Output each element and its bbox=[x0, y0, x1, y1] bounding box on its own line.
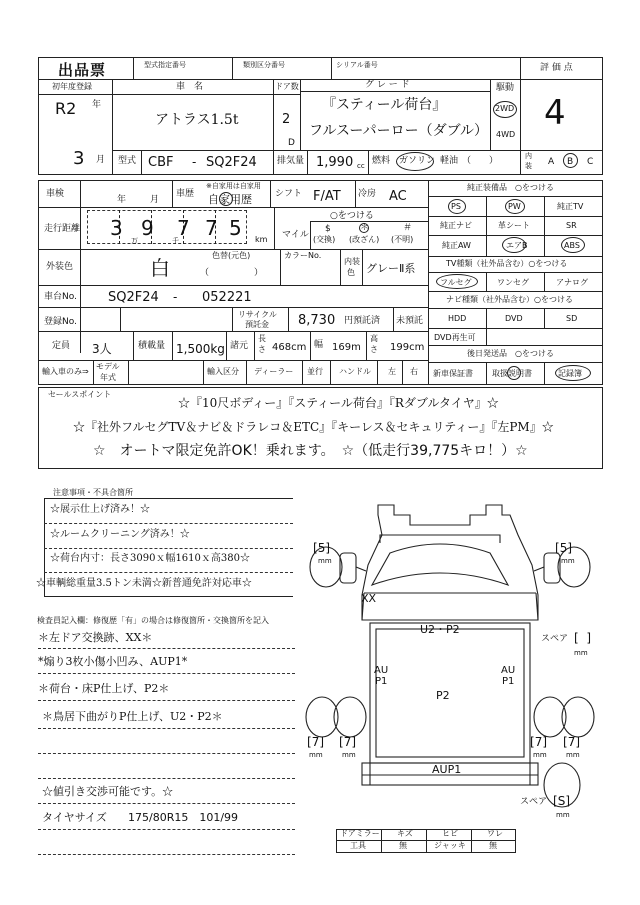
interior-grade-a: A bbox=[548, 157, 555, 167]
tv-oneseg: ワンセグ bbox=[497, 278, 529, 287]
equip-ps: PS bbox=[451, 202, 461, 211]
reg-era: R2 bbox=[55, 99, 77, 118]
interior-grade-label2: 装 bbox=[525, 162, 532, 170]
recycle-label2: 預託金 bbox=[245, 320, 269, 329]
exterior-paren: （ ） bbox=[200, 268, 264, 278]
doors-sub: D bbox=[288, 138, 295, 148]
navi-dvd: DVD bbox=[505, 314, 523, 323]
mile-star: ＊ bbox=[360, 223, 370, 233]
mile-label: マイル bbox=[282, 230, 309, 240]
inspector-line5: ☆値引き交渉可能です。☆ bbox=[42, 785, 174, 798]
sales-point-line3: ☆ オートマ限定免許OK！乗れます。 ☆（低走行39,775キロ！）☆ bbox=[93, 443, 528, 459]
class-code-label: 類別区分番号 bbox=[243, 61, 285, 69]
damage-p2: P2 bbox=[436, 689, 450, 702]
tread-fl: [5] bbox=[313, 541, 331, 555]
grade-line2: フルスーパーロー（ダブル） bbox=[309, 123, 489, 139]
mileage-digit-3: 7 bbox=[177, 216, 190, 240]
dims-label: 諸元 bbox=[230, 341, 249, 351]
equip-sr: SR bbox=[566, 221, 577, 230]
dims-len-label2: さ bbox=[258, 345, 266, 354]
mileage-digit-2: 9 bbox=[141, 216, 154, 240]
damage-aup1-bottom: AUP1 bbox=[432, 763, 462, 776]
drive-4wd: 4WD bbox=[496, 130, 516, 139]
damage-xx: XX bbox=[361, 592, 377, 605]
dims-hei-label1: 高 bbox=[370, 334, 378, 343]
model-year-label1: モデル bbox=[96, 362, 120, 371]
type-code-label: 型式指定番号 bbox=[144, 61, 186, 69]
recycle-value: 8,730 bbox=[298, 313, 336, 328]
handle-left: 左 bbox=[388, 367, 396, 376]
tread-rr2: [7] bbox=[563, 735, 581, 749]
mileage-digit-1: 3 bbox=[110, 216, 123, 240]
history-value: 自家用歴 bbox=[208, 193, 252, 206]
load-label: 積載量 bbox=[138, 341, 166, 351]
sales-point-line1: ☆『10尺ボディー』『スティール荷台』『Rダブルタイヤ』☆ bbox=[178, 396, 499, 410]
reg-month-unit: 月 bbox=[96, 155, 106, 165]
recycle-label1: リサイクル bbox=[238, 310, 277, 319]
capacity-label: 定員 bbox=[52, 341, 71, 351]
grade-label: グ レ ー ド bbox=[365, 80, 410, 90]
acc-header-break: ワレ bbox=[487, 829, 503, 838]
tv-fullseg-circle bbox=[436, 274, 478, 289]
inspector-label: 検査員記入欄：修復歴「有」の場合は修復箇所・交換箇所を記入 bbox=[37, 616, 269, 625]
shift-label: シフト bbox=[275, 189, 303, 199]
chassis-model: SQ2F24 bbox=[108, 290, 159, 305]
model-dash: - bbox=[192, 155, 197, 169]
tread-fr-unit: mm bbox=[561, 557, 575, 565]
mileage-label: 走行距離 bbox=[44, 224, 81, 234]
delivery-records-circle bbox=[555, 365, 591, 381]
grade-line1: 『スティール荷台』 bbox=[322, 97, 447, 113]
mileage-digit-5: 5 bbox=[229, 216, 242, 240]
exterior-value: 白 bbox=[150, 256, 170, 280]
exterior-color-label: 色替(元色) bbox=[212, 251, 251, 260]
mileage-unit: km bbox=[255, 235, 268, 244]
model-year-label2: 年式 bbox=[100, 373, 116, 382]
shift-value: F/AT bbox=[313, 189, 341, 204]
sales-point-line2: ☆『社外フルセグTV＆ナビ＆ドラレコ＆ETC』『キーレス＆セキュリティー』『左PM』☆ bbox=[73, 420, 554, 434]
acc-header-scratch: キズ bbox=[397, 829, 413, 838]
damage-aup1-right-1: AU bbox=[501, 665, 516, 676]
mile-dollar-sub: (交換) bbox=[313, 235, 336, 244]
inspector-line3: ＊荷台・床P仕上げ、P2＊ bbox=[38, 682, 170, 695]
car-name-value: アトラス1.5t bbox=[155, 112, 239, 128]
model-value: SQ2F24 bbox=[206, 155, 257, 170]
load-value: 1,500kg bbox=[176, 342, 225, 356]
displacement-unit: cc bbox=[357, 162, 365, 170]
fuel-gasoline: ガソリン bbox=[399, 156, 436, 166]
acc-jack: ジャッキ bbox=[434, 841, 466, 850]
navi-title: ナビ種類（社外品含む）○をつける bbox=[446, 295, 573, 304]
mark-label: ○をつける bbox=[330, 211, 374, 221]
displacement-value: 1,990 bbox=[316, 155, 354, 170]
acc-jack-value: 無 bbox=[489, 841, 497, 850]
tread-rl2: [7] bbox=[339, 735, 357, 749]
mileage-digit-4: 7 bbox=[205, 216, 218, 240]
spare-front-unit: mm bbox=[574, 649, 588, 657]
note-line2: ☆ルームクリーニング済み！☆ bbox=[50, 529, 190, 540]
car-name-label: 車 名 bbox=[176, 82, 204, 92]
color-no-label: カラーNo. bbox=[284, 251, 322, 260]
inspector-line2: *煽り3枚小傷小凹み、AUP1* bbox=[38, 655, 188, 668]
chassis-number: 052221 bbox=[202, 290, 252, 305]
tread-rr2-unit: mm bbox=[566, 751, 580, 759]
tread-rl1-unit: mm bbox=[309, 751, 323, 759]
displacement-label: 排気量 bbox=[277, 156, 305, 166]
delivery-records: 記録簿 bbox=[558, 369, 582, 378]
ac-value: AC bbox=[389, 189, 407, 204]
tread-fr: [5] bbox=[555, 541, 573, 555]
equip-navi: 純正ナビ bbox=[440, 221, 472, 230]
history-note: ※自家用は自家用 bbox=[206, 182, 261, 190]
equip-leather: 革シート bbox=[498, 221, 530, 230]
handle-right: 右 bbox=[410, 367, 418, 376]
navi-sd: SD bbox=[566, 314, 578, 323]
dims-wid: 169m bbox=[332, 342, 361, 353]
fuel-diesel: 軽油 bbox=[440, 156, 459, 166]
tire-size-value: 175/80R15 101/99 bbox=[128, 811, 239, 824]
doors-value: 2 bbox=[282, 112, 291, 127]
spare-rear: [S] bbox=[553, 794, 570, 808]
dims-wid-label: 幅 bbox=[314, 340, 324, 350]
tread-rr1: [7] bbox=[530, 735, 548, 749]
interior-color-value: グレーⅡ系 bbox=[366, 262, 416, 275]
fuel-label: 燃料 bbox=[372, 156, 391, 166]
spare-rear-unit: mm bbox=[556, 811, 570, 819]
acc-header-mirror: ドアミラー bbox=[340, 829, 380, 838]
note-line3: ☆荷台内寸：長さ3090ｘ幅1610ｘ高380☆ bbox=[50, 553, 250, 564]
tread-fl-unit: mm bbox=[318, 557, 332, 565]
delivery-warranty: 新車保証書 bbox=[433, 369, 473, 378]
inspector-line1: ＊左ドア交換跡、XX＊ bbox=[38, 631, 153, 644]
navi-dvd-play: DVD再生可 bbox=[434, 333, 476, 342]
dims-len-label1: 長 bbox=[258, 334, 266, 343]
import-dealer: ディーラー bbox=[254, 367, 294, 376]
damage-aup1-right-2: P1 bbox=[502, 676, 515, 687]
import-type-label: 輸入区分 bbox=[207, 367, 239, 376]
interior-color-label2: 色 bbox=[347, 268, 355, 277]
interior-color-label1: 内装 bbox=[344, 257, 360, 266]
interior-grade-label1: 内 bbox=[525, 152, 532, 160]
drive-label: 駆動 bbox=[496, 83, 515, 93]
recycle-not-paid: 未預託 bbox=[396, 316, 424, 326]
tire-size-label: タイヤサイズ bbox=[42, 811, 107, 824]
interior-grade-c: C bbox=[587, 157, 594, 167]
note-line4: ☆車輌総重量3.5トン未満☆新普通免許対応車☆ bbox=[36, 578, 252, 589]
note-line1: ☆展示仕上げ済み！☆ bbox=[50, 504, 150, 515]
capacity-value: 3人 bbox=[92, 342, 112, 356]
inspection-label: 車検 bbox=[46, 189, 65, 199]
spare-rear-label: スペア bbox=[520, 797, 548, 807]
import-parallel: 並行 bbox=[307, 367, 323, 376]
damage-u2p2: U2・P2 bbox=[420, 623, 460, 636]
reg-year-unit: 年 bbox=[92, 100, 102, 110]
first-reg-label: 初年度登録 bbox=[52, 82, 92, 91]
acc-header-crack: ヒビ bbox=[442, 829, 458, 838]
spare-front-label: スペア bbox=[541, 634, 569, 644]
damage-aup1-left-2: P1 bbox=[375, 676, 388, 687]
damage-aup1-left-1: AU bbox=[374, 665, 389, 676]
equip-pw: PW bbox=[508, 202, 521, 211]
tread-rl2-unit: mm bbox=[342, 751, 356, 759]
inspection-month: 月 bbox=[150, 195, 160, 205]
tv-fullseg: フルセグ bbox=[440, 278, 472, 287]
spare-front: [ ] bbox=[574, 631, 591, 645]
tread-rr1-unit: mm bbox=[533, 751, 547, 759]
equip-aw: 純正AW bbox=[442, 241, 471, 250]
dims-hei-label2: さ bbox=[370, 345, 378, 354]
fuel-other: （ ） bbox=[462, 156, 499, 166]
model-label: 型式 bbox=[118, 156, 137, 166]
mile-hash-sub: (不明) bbox=[391, 235, 414, 244]
acc-tool-value: 無 bbox=[399, 841, 407, 850]
ac-label: 冷房 bbox=[358, 189, 377, 199]
tv-analog: アナログ bbox=[556, 278, 588, 287]
handle-label: ハンドル bbox=[339, 367, 371, 376]
inspection-year: 年 bbox=[117, 195, 127, 205]
dims-hei: 199cm bbox=[390, 342, 425, 353]
history-label: 車歴 bbox=[176, 189, 195, 199]
equip-tv: 純正TV bbox=[557, 202, 584, 211]
equip-abs: ABS bbox=[564, 241, 580, 250]
delivery-title: 後日発送品 ○をつける bbox=[467, 349, 554, 358]
dims-len: 468cm bbox=[272, 342, 307, 353]
delivery-manual: 取扱説明書 bbox=[492, 369, 532, 378]
mileage-man: 万 bbox=[131, 237, 138, 245]
drive-2wd: 2WD bbox=[495, 104, 515, 113]
tv-title: TV種類（社外品含む）○をつける bbox=[446, 259, 568, 268]
page-title: 出品票 bbox=[58, 61, 107, 79]
history-circle bbox=[219, 192, 233, 206]
interior-grade-b: B bbox=[567, 157, 574, 167]
inspector-line4: ＊鳥居下曲がりP仕上げ、U2・P2＊ bbox=[42, 710, 223, 723]
mile-dollar: $ bbox=[325, 224, 331, 234]
model-prefix: CBF bbox=[148, 155, 174, 170]
equipment-title: 純正装備品 ○をつける bbox=[467, 183, 554, 192]
acc-tool: 工具 bbox=[350, 841, 366, 850]
delivery-manual-circle bbox=[507, 366, 521, 380]
tread-rl1: [7] bbox=[307, 735, 325, 749]
rating-label: 評 価 点 bbox=[540, 63, 573, 73]
notes-label: 注意事項・不具合箇所 bbox=[53, 488, 133, 497]
reg-month: 3 bbox=[73, 148, 85, 169]
doors-label: ドア数 bbox=[275, 82, 299, 91]
exterior-label: 外装色 bbox=[46, 262, 74, 272]
mileage-sen: 千 bbox=[172, 237, 179, 245]
mile-hash: ＃ bbox=[403, 223, 413, 233]
mile-star-sub: (改ざん) bbox=[349, 235, 380, 244]
rating-value: 4 bbox=[544, 93, 566, 133]
navi-hdd: HDD bbox=[448, 314, 467, 323]
chassis-dash: - bbox=[173, 290, 178, 304]
reg-no-label: 登録No. bbox=[44, 317, 77, 327]
sales-points-label: セールスポイント bbox=[48, 390, 112, 399]
recycle-unit: 円預託済 bbox=[344, 316, 381, 326]
import-label: 輸入車のみ⇒ bbox=[42, 367, 89, 376]
equip-airbag: エアB bbox=[506, 241, 528, 250]
serial-label: シリアル番号 bbox=[336, 61, 378, 69]
chassis-label: 車台No. bbox=[44, 292, 77, 302]
